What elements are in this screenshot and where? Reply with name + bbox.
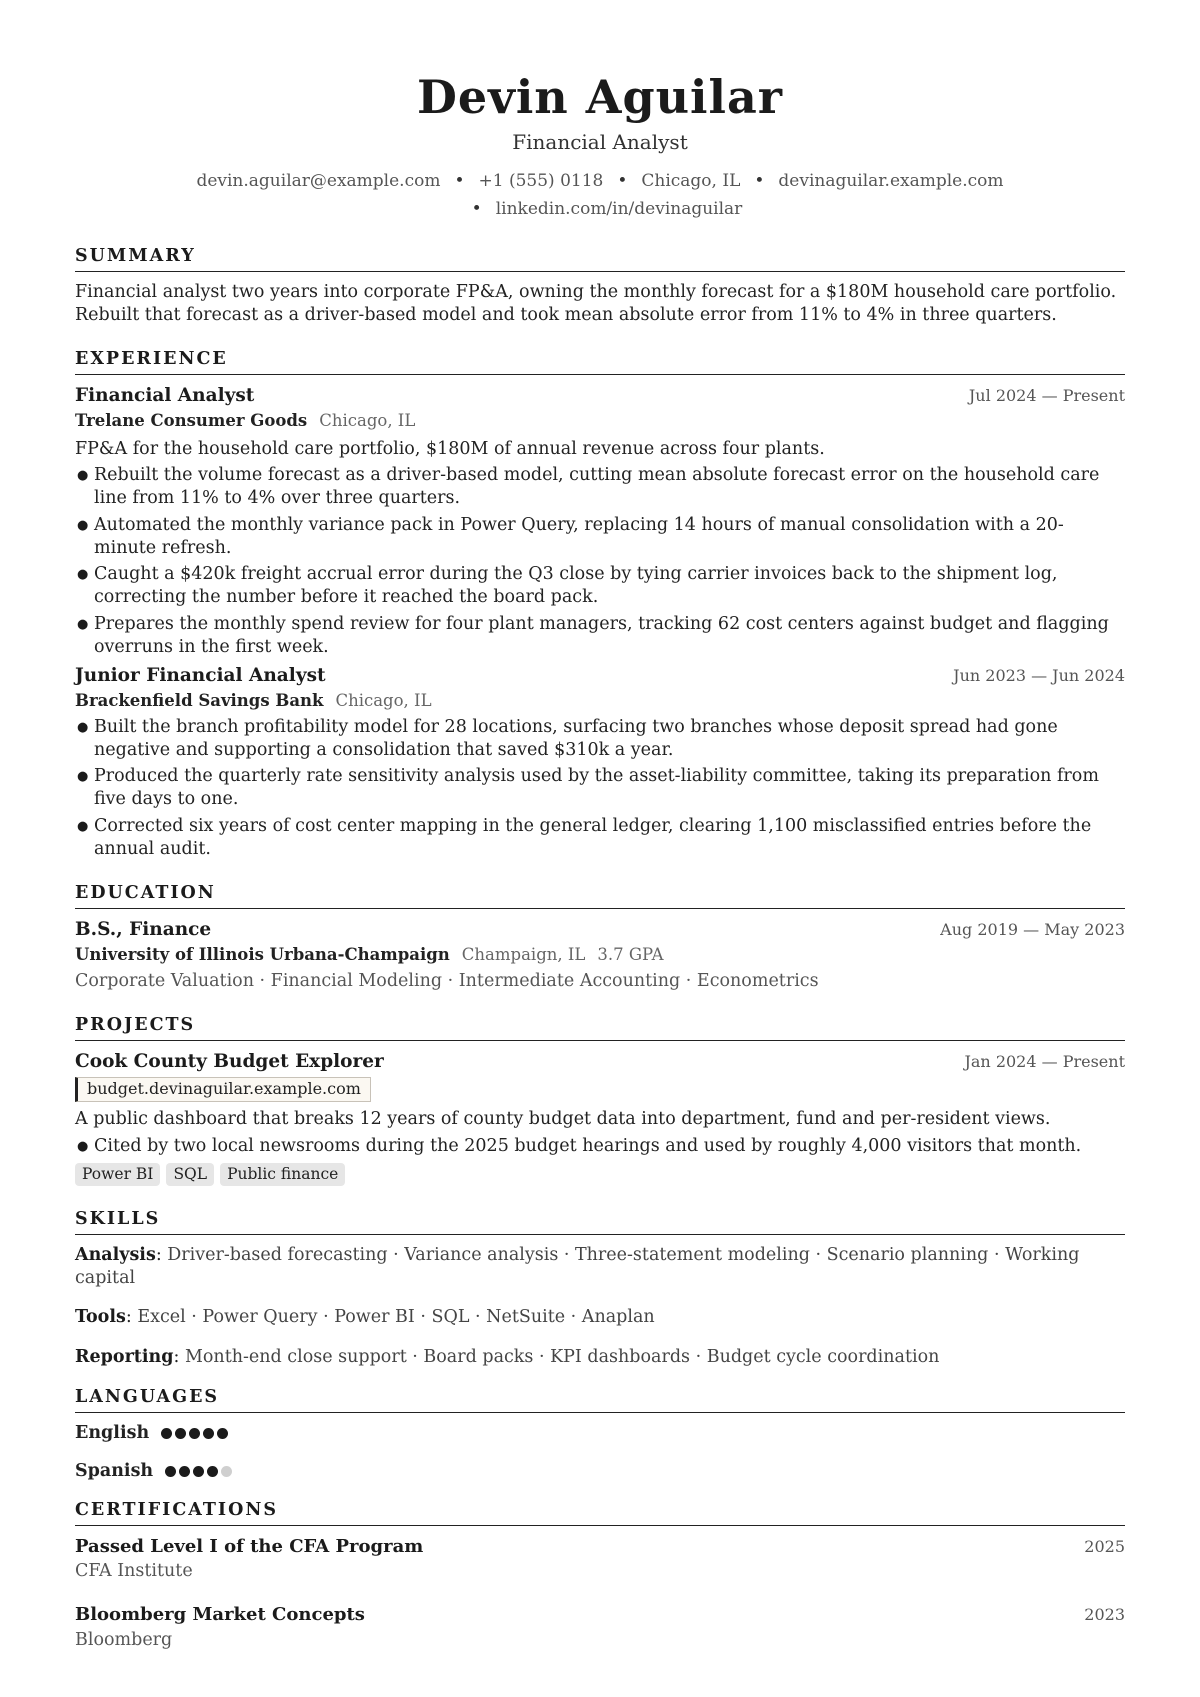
certification-year: 2025 — [1084, 1536, 1125, 1556]
job-title: Junior Financial Analyst — [75, 665, 326, 687]
job-location: Chicago, IL — [335, 691, 432, 711]
job-dates: Jul 2024 — Present — [968, 386, 1125, 406]
proficiency-dot-filled — [203, 1428, 214, 1439]
certification-item — [75, 1603, 1125, 1651]
summary-text: Financial analyst two years into corporate FP&A, owning the monthly forecast for a $180M household care portfolio. Rebuilt that forecast as a driver-based model and took mean absolute error from 11% to 4% in three quarters. — [75, 281, 1117, 325]
contact-phone: +1 (555) 0118 — [478, 171, 604, 192]
skill-values: Excel · Power Query · Power BI · SQL · NetSuite · Anaplan — [137, 1307, 655, 1328]
list-item: ● Corrected six years of cost center mapping in the general ledger, clearing 1,100 misclassified entries before the annual audit. — [75, 815, 1125, 861]
job-company: Brackenfield Savings Bank — [75, 691, 324, 711]
coursework: Corporate Valuation · Financial Modeling · Intermediate Accounting · Econometrics — [75, 970, 819, 991]
projects-section — [75, 1014, 1125, 1186]
skills-section — [75, 1208, 1125, 1369]
section-title: EXPERIENCE — [75, 348, 1125, 375]
language-name: English — [75, 1422, 150, 1443]
proficiency-dot-filled — [189, 1428, 200, 1439]
skill-values: Month-end close support · Board packs · KPI dashboards · Budget cycle coordination — [184, 1347, 940, 1368]
proficiency-dot-filled — [175, 1428, 186, 1439]
contact-location: Chicago, IL — [641, 171, 741, 192]
job-entry — [75, 664, 1125, 860]
education-dates: Aug 2019 — May 2023 — [940, 920, 1125, 940]
skill-values: Driver-based forecasting · Variance analysis · Three-statement modeling · Scenario planning · Working capital — [75, 1244, 1080, 1288]
project-url[interactable]: budget.devinaguilar.example.com — [75, 1077, 371, 1102]
certification-name: Passed Level I of the CFA Program — [75, 1535, 424, 1557]
proficiency-dot-filled — [207, 1466, 218, 1477]
section-title: EDUCATION — [75, 882, 1125, 909]
job-bullets — [75, 716, 1125, 861]
proficiency-dot-filled — [161, 1428, 172, 1439]
job-entry — [75, 384, 1125, 658]
certification-issuer: CFA Institute — [75, 1561, 193, 1582]
list-item: ● Produced the quarterly rate sensitivity analysis used by the asset-liability committee, taking its preparation from five days to one. — [75, 765, 1125, 811]
list-item: ● Automated the monthly variance pack in Power Query, replacing 14 hours of manual consolidation with a 20-minute refresh. — [75, 514, 1125, 560]
certification-name: Bloomberg Market Concepts — [75, 1604, 365, 1626]
language-item — [75, 1460, 1125, 1483]
skill-label: Analysis — [75, 1244, 156, 1265]
section-title: LANGUAGES — [75, 1386, 1125, 1413]
list-item: ● Prepares the monthly spend review for four plant managers, tracking 62 cost centers against budget and flagging overruns in the first week. — [75, 613, 1125, 659]
language-item — [75, 1422, 1125, 1445]
section-title: PROJECTS — [75, 1014, 1125, 1041]
contact-email[interactable]: devin.aguilar@example.com — [196, 171, 441, 192]
proficiency-dot-filled — [193, 1466, 204, 1477]
skill-group: Tools: Excel · Power Query · Power BI · SQL · NetSuite · Anaplan — [75, 1307, 655, 1328]
job-company: Trelane Consumer Goods — [75, 411, 308, 431]
proficiency-dot-empty — [221, 1466, 232, 1477]
section-title: SKILLS — [75, 1208, 1125, 1235]
summary-section — [75, 245, 1125, 326]
certification-year: 2023 — [1084, 1605, 1125, 1625]
job-location: Chicago, IL — [319, 411, 416, 431]
candidate-role: Financial Analyst — [512, 130, 688, 155]
job-description: FP&A for the household care portfolio, $180M of annual revenue across four plants. — [75, 438, 825, 459]
job-title: Financial Analyst — [75, 385, 255, 407]
list-item: ● Cited by two local newsrooms during the 2025 budget hearings and used by roughly 4,000 visitors that month. — [75, 1135, 1125, 1158]
resume-header — [75, 70, 1125, 223]
proficiency-dot-filled — [165, 1466, 176, 1477]
contact-info — [75, 167, 1125, 223]
gpa: 3.7 GPA — [597, 945, 664, 965]
project-bullets — [75, 1135, 1125, 1158]
proficiency-dot-filled — [217, 1428, 228, 1439]
section-title: SUMMARY — [75, 245, 1125, 272]
languages-section — [75, 1386, 1125, 1483]
proficiency-dot-filled — [179, 1466, 190, 1477]
project-dates: Jan 2024 — Present — [964, 1052, 1125, 1072]
proficiency-dots — [165, 1466, 235, 1477]
contact-linkedin[interactable]: linkedin.com/in/devinaguilar — [495, 199, 743, 220]
job-bullets — [75, 464, 1125, 658]
tag-badge: Public finance — [220, 1163, 345, 1185]
project-name: Cook County Budget Explorer — [75, 1051, 384, 1073]
list-item: ● Caught a $420k freight accrual error during the Q3 close by tying carrier invoices back to the shipment log, correcting the number before it reached the board pack. — [75, 563, 1125, 609]
contact-separator: • — [454, 171, 465, 192]
school-location: Champaign, IL — [461, 945, 586, 965]
proficiency-dots — [161, 1428, 231, 1439]
certifications-section — [75, 1499, 1125, 1651]
tag-badge: SQL — [166, 1163, 214, 1185]
education-section — [75, 882, 1125, 992]
contact-website[interactable]: devinaguilar.example.com — [778, 171, 1004, 192]
skill-group: Analysis: Driver-based forecasting · Variance analysis · Three-statement modeling · Scenario planning · Working capital — [75, 1244, 1080, 1288]
certification-issuer: Bloomberg — [75, 1629, 173, 1650]
skill-group: Reporting: Month-end close support · Board packs · KPI dashboards · Budget cycle coordination — [75, 1347, 940, 1368]
contact-separator: • — [617, 171, 628, 192]
section-title: CERTIFICATIONS — [75, 1499, 1125, 1526]
degree-title: B.S., Finance — [75, 919, 212, 941]
candidate-name: Devin Aguilar — [416, 70, 784, 124]
tag-badge: Power BI — [75, 1163, 160, 1185]
language-name: Spanish — [75, 1461, 154, 1482]
job-dates: Jun 2023 — Jun 2024 — [953, 666, 1125, 686]
certification-item — [75, 1535, 1125, 1583]
skill-label: Tools — [75, 1307, 126, 1328]
project-description: A public dashboard that breaks 12 years of county budget data into department, fund and per-resident views. — [75, 1108, 1051, 1129]
contact-separator: • — [471, 199, 482, 220]
project-tags — [75, 1163, 1125, 1186]
contact-separator: • — [754, 171, 765, 192]
list-item: ● Rebuilt the volume forecast as a driver-based model, cutting mean absolute forecast error on the household care line from 11% to 4% over three quarters. — [75, 464, 1125, 510]
experience-section — [75, 348, 1125, 860]
list-item: ● Built the branch profitability model for 28 locations, surfacing two branches whose deposit spread had gone negative and supporting a consolidation that saved $310k a year. — [75, 716, 1125, 762]
school-name: University of Illinois Urbana-Champaign — [75, 945, 450, 965]
skill-label: Reporting — [75, 1347, 174, 1368]
